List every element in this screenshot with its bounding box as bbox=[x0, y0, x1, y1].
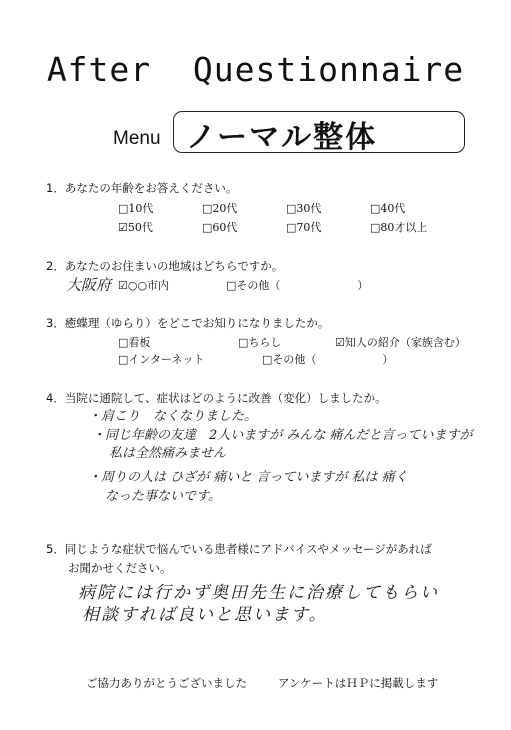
q2-option-other: □その他（ ） bbox=[226, 279, 369, 292]
q2-option-city: ☑○○市内 bbox=[118, 279, 170, 292]
questionnaire-title: After Questionnaire bbox=[46, 50, 465, 89]
question-5-line-1: 5．同じような症状で悩んでいる患者様にアドバイスやメッセージがあれば bbox=[46, 542, 432, 556]
q1-option-70s: □70代 bbox=[286, 221, 322, 234]
q3-option-other: □その他（ ） bbox=[262, 353, 394, 366]
q1-option-50s: ☑50代 bbox=[118, 221, 153, 234]
q4-answer-line-5: なった事ないです。 bbox=[92, 489, 221, 504]
footer-thanks: ご協力ありがとうございました bbox=[86, 676, 247, 690]
question-5-line-2: お聞かせください。 bbox=[68, 561, 172, 575]
q4-answer-line-3: 私は全然痛みません bbox=[96, 446, 227, 461]
q3-option-internet: □インターネット bbox=[118, 353, 205, 366]
q3-option-signboard: □看板 bbox=[118, 336, 151, 349]
q4-answer-line-2: ・同じ年齢の友達 2人いますが みんな 痛んだと言っていますが bbox=[92, 428, 473, 443]
q3-option-referral: ☑知人の紹介（家族含む） bbox=[335, 336, 466, 349]
menu-label: Menu bbox=[113, 128, 161, 149]
q5-answer-line-1: 病院には行かず奥田先生に治療してもらい bbox=[78, 583, 439, 603]
q2-handwritten-prefecture: 大阪府 bbox=[66, 276, 112, 294]
footer-notice: アンケートはＨＰに掲載します bbox=[278, 676, 439, 690]
q1-option-20s: □20代 bbox=[202, 202, 238, 215]
question-4: 4．当院に通院して、症状はどのように改善（変化）しましたか。 bbox=[46, 391, 387, 405]
q1-option-40s: □40代 bbox=[370, 202, 406, 215]
question-3: 3．癒蝶理（ゆらり）をどこでお知りになりましたか。 bbox=[46, 316, 330, 330]
question-1: 1．あなたの年齢をお答えください。 bbox=[46, 181, 238, 195]
q1-option-80plus: □80才以上 bbox=[370, 221, 428, 234]
question-2: 2．あなたのお住まいの地域はどちらですか。 bbox=[46, 259, 284, 273]
q3-option-flyer: □ちらし bbox=[238, 336, 282, 349]
q1-option-10s: □10代 bbox=[118, 202, 154, 215]
q1-option-60s: □60代 bbox=[202, 221, 238, 234]
menu-value: ノーマル整体 bbox=[186, 120, 378, 155]
q4-answer-line-1: ・肩こり なくなりました。 bbox=[88, 409, 258, 424]
q4-answer-line-4: ・周りの人は ひざが 痛いと 言っていますが 私は 痛く bbox=[88, 470, 408, 485]
q5-answer-line-2: 相談すれば良いと思います。 bbox=[82, 605, 328, 625]
q1-option-30s: □30代 bbox=[286, 202, 322, 215]
